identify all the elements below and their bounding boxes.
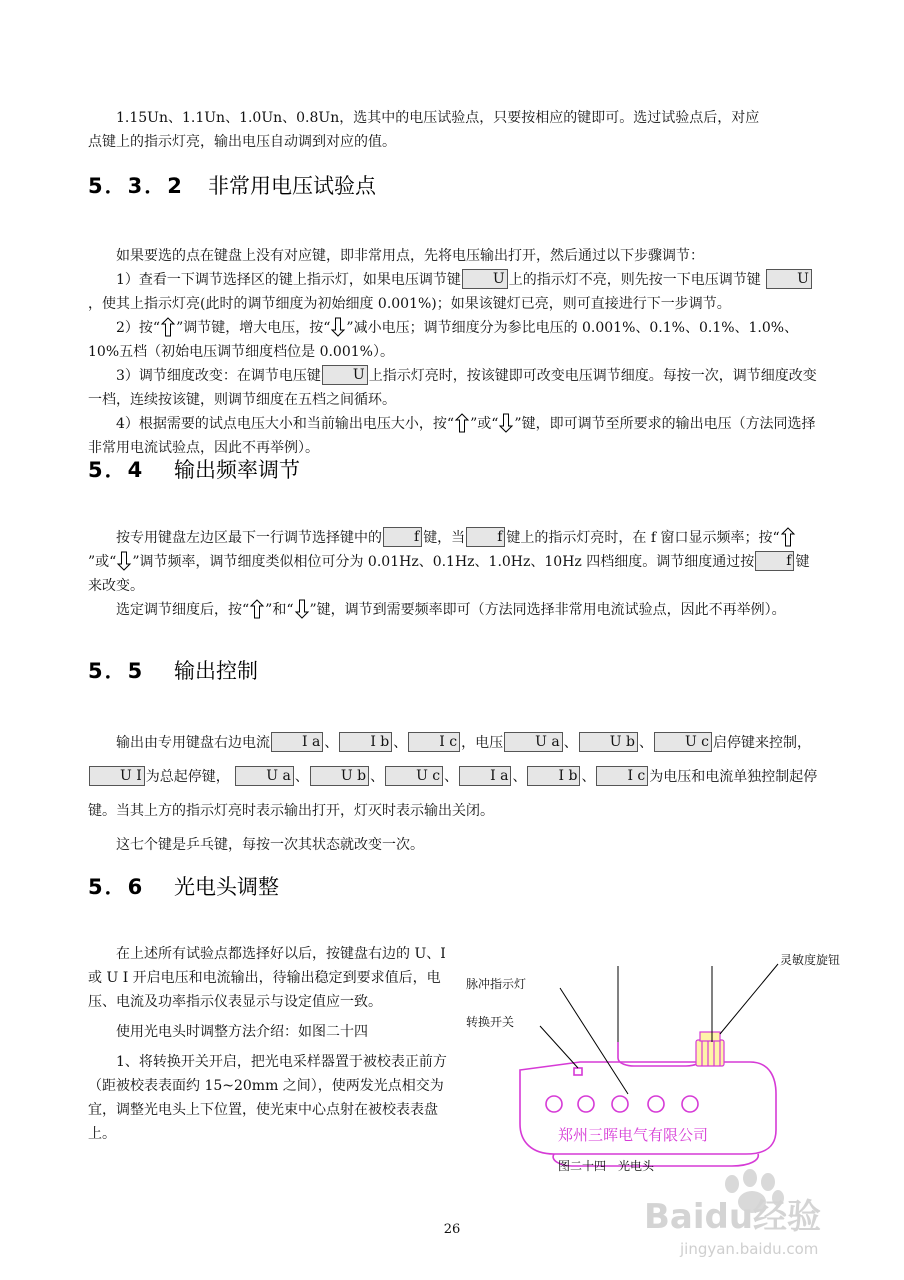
key-uc: U c	[385, 766, 443, 786]
separator: 、	[444, 769, 459, 785]
text: ”减小电压；调节细度分为参比电压的 0.001%、0.1%、0.1%、1.0%、10%五档（初始电压调节细度档位是 0.001%）。	[88, 320, 799, 360]
paragraph: 1、将转换开关开启，把光电采样器置于被校表正前方（距被校表表面约 15~20mm 之间），使两发光点相交为宜，调整光电头上下位置，使光束中心点射在被校表表盘上。	[88, 1054, 447, 1142]
text: 输出由专用键盘右边电流	[116, 735, 270, 751]
text: ”和“	[265, 602, 294, 618]
key-ua: U a	[235, 766, 294, 786]
intro-line-2: 点键上的指示灯亮，输出电压自动调到对应的值。	[88, 134, 396, 150]
text: ”或“	[470, 416, 499, 432]
separator: 、	[638, 735, 653, 751]
step-3	[88, 364, 820, 412]
paragraph: 使用光电头时调整方法介绍：如图二十四	[116, 1024, 368, 1040]
step-2	[88, 316, 820, 364]
section-title: 非常用电压试验点	[208, 174, 376, 198]
heading-5-4	[88, 456, 300, 484]
knob-icon	[696, 1032, 724, 1066]
text: ，使其上指示灯亮(此时的调节细度为初始细度 0.001%)；如果该键灯已亮，则可直接进行下一步调节。	[88, 296, 731, 312]
up-arrow-icon	[161, 317, 175, 337]
section-number: 5．6	[88, 875, 145, 899]
section-title: 输出频率调节	[174, 458, 300, 482]
text: 选定调节细度后，按“	[116, 602, 250, 618]
key-f: f	[755, 551, 794, 571]
key-u: U	[766, 269, 812, 289]
text: 上的指示灯不亮，则先按一下电压调节键	[508, 272, 761, 288]
label-switch: 转换开关	[466, 1015, 515, 1029]
section-5-3-2-body	[88, 244, 820, 460]
section-number: 5．5	[88, 659, 145, 683]
intro-line-1: 1.15Un、1.1Un、1.0Un、0.8Un，选其中的电压试验点，只要按相应的键即可。选过试验点后，对应	[116, 110, 760, 126]
key-ib: I b	[527, 766, 580, 786]
key-u: U	[322, 365, 368, 385]
section-5-6-body	[88, 942, 450, 1146]
text: 为电压和电流单独控制起停键。当其上方的指示灯亮时表示输出打开，灯灭时表示输出关闭。	[88, 769, 818, 819]
separator: 、	[324, 735, 339, 751]
text: ”调节频率，调节细度类似相位可分为 0.01Hz、0.1Hz、1.0Hz、10Hz 四档细度。调节细度通过按	[132, 554, 755, 570]
key-u: U	[462, 269, 508, 289]
down-arrow-icon	[331, 317, 345, 337]
heading-5-3-2	[88, 172, 376, 200]
step-1	[88, 268, 820, 316]
head-body-drawing	[520, 1042, 776, 1166]
text: ，电压	[461, 735, 504, 751]
key-ub: U b	[310, 766, 369, 786]
text: ”键，调节到需要频率即可（方法同选择非常用电流试验点，因此不再举例）。	[309, 602, 786, 618]
section-number: 5．3．2	[88, 174, 184, 198]
paragraph	[88, 726, 820, 828]
text: 上指示灯亮时，按该键即可改变电压调节细度。每按一次，调节细度改变一档，连续按该键，则调节细度在五档之间循环。	[88, 368, 817, 408]
text: ”或“	[88, 554, 117, 570]
text: 4）根据需要的试点电压大小和当前输出电压大小，按“	[116, 416, 455, 432]
separator: 、	[370, 769, 385, 785]
heading-5-6	[88, 873, 279, 901]
text: 1）查看一下调节选择区的键上指示灯，如果电压调节键	[116, 272, 461, 288]
up-arrow-icon	[781, 527, 795, 547]
down-arrow-icon	[295, 599, 309, 619]
baidu-watermark	[640, 1166, 870, 1262]
up-arrow-icon	[455, 413, 469, 433]
section-title: 光电头调整	[174, 875, 279, 899]
separator: 、	[393, 735, 408, 751]
down-arrow-icon	[499, 413, 513, 433]
up-arrow-icon	[250, 599, 264, 619]
key-ia: I a	[459, 766, 511, 786]
section-5-4-body	[88, 526, 820, 622]
key-ia: I a	[271, 732, 323, 752]
section-number: 5．4	[88, 458, 145, 482]
label-sensitivity-knob: 灵敏度旋钮	[780, 953, 841, 967]
text: 启停键来控制，	[713, 735, 812, 751]
watermark-brand: Baidu经验	[644, 1197, 822, 1237]
heading-5-5	[88, 657, 258, 685]
key-ui: U I	[89, 766, 145, 786]
paragraph: 这七个键是乒乓键，每按一次其状态就改变一次。	[116, 837, 424, 853]
text: 键，当	[423, 530, 466, 546]
key-uc: U c	[654, 732, 712, 752]
paragraph	[88, 598, 820, 622]
key-ic: I c	[596, 766, 648, 786]
key-ic: I c	[408, 732, 460, 752]
separator: 、	[581, 769, 596, 785]
text: ”键，即可调节至所要求的输出电压（方法同选择非常用电流试验点，因此不再举例）。	[88, 416, 816, 456]
key-ib: I b	[339, 732, 392, 752]
text: 键上的指示灯亮时，在 f 窗口显示频率；按“	[506, 530, 780, 546]
separator: 、	[563, 735, 578, 751]
down-arrow-icon	[117, 551, 131, 571]
section-title: 输出控制	[174, 659, 258, 683]
text: 键来改变。	[88, 554, 810, 594]
text: 3）调节细度改变：在调节电压键	[116, 368, 321, 384]
separator: 、	[512, 769, 527, 785]
brand-label: 郑州三晖电气有限公司	[558, 1126, 709, 1144]
key-f: f	[466, 527, 505, 547]
text: ”调节键，增大电压，按“	[176, 320, 331, 336]
key-f: f	[383, 527, 422, 547]
section-5-5-body	[88, 726, 820, 862]
page-number: 26	[443, 1222, 461, 1237]
paragraph: 如果要选的点在键盘上没有对应键，即非常用点，先将电压输出打开，然后通过以下步骤调节：	[116, 248, 704, 264]
photoelectric-head-figure	[458, 944, 841, 1176]
text: 为总起停键，	[145, 769, 230, 785]
paragraph	[88, 526, 820, 598]
intro-paragraph	[88, 106, 820, 154]
separator: 、	[294, 769, 309, 785]
key-ua: U a	[504, 732, 563, 752]
text: 2）按“	[116, 320, 161, 336]
text: 按专用键盘左边区最下一行调节选择键中的	[116, 530, 382, 546]
figure-caption: 图二十四 光电头	[558, 1159, 655, 1173]
watermark-url: jingyan.baidu.com	[680, 1240, 819, 1258]
key-ub: U b	[579, 732, 638, 752]
label-pulse-indicator: 脉冲指示灯	[466, 977, 527, 991]
step-4	[88, 412, 820, 460]
paragraph: 在上述所有试验点都选择好以后，按键盘右边的 U、I 或 U I 开启电压和电流输出，待输出稳定到要求值后，电压、电流及功率指示仪表显示与设定值应一致。	[88, 946, 446, 1010]
